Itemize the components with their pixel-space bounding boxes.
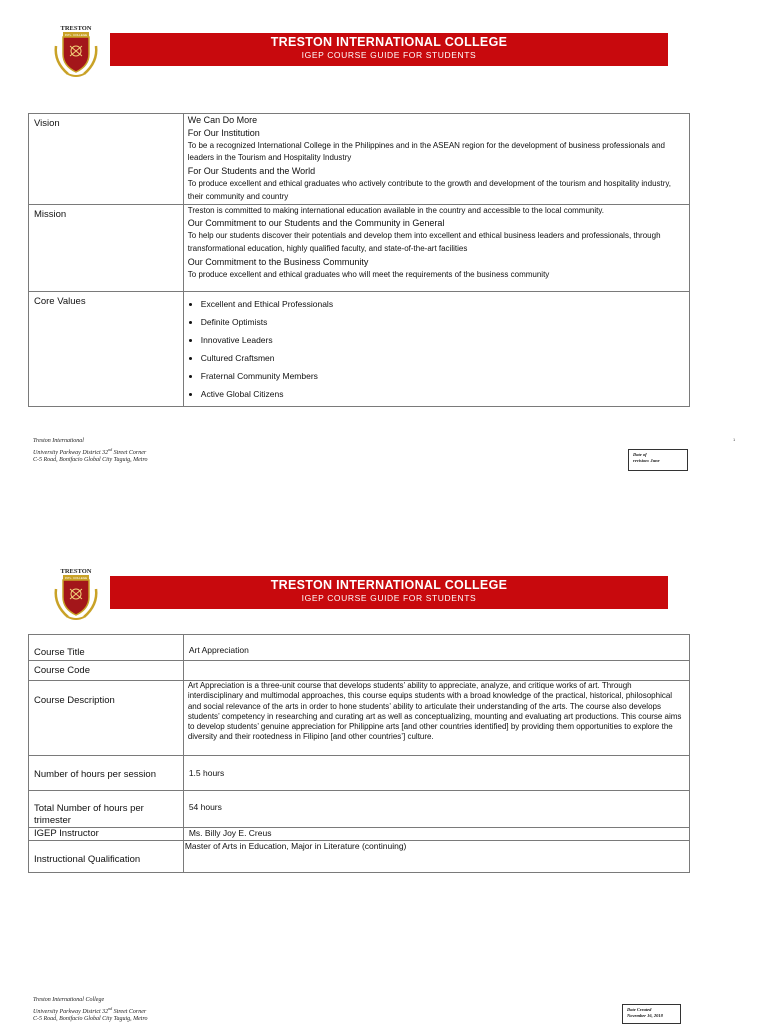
- logo-wordmark: TRESTON: [60, 25, 92, 32]
- vision-mission-table: [28, 113, 690, 407]
- logo-ribbon-text: INTL. COLLEGE: [64, 576, 88, 580]
- mission-statement: Treston is committed to making international education available in the country and accessible to the local community.: [187, 205, 604, 215]
- page-number: 1: [733, 437, 736, 442]
- revision-date-box: [628, 449, 688, 471]
- core-values-label: Core Values: [29, 291, 184, 406]
- date-value: November 16, 2018: [627, 1013, 663, 1018]
- qualification-label: Instructional Qualification: [29, 841, 184, 873]
- core-value-item: • Innovative Leaders: [201, 331, 689, 349]
- course-code-row: [29, 661, 690, 681]
- hours-per-session-label: Number of hours per session: [29, 756, 184, 791]
- logo-ribbon-text: INTL. COLLEGE: [64, 33, 88, 37]
- header-banner: [110, 33, 668, 66]
- guide-title: IGEP COURSE GUIDE FOR STUDENTS: [301, 50, 477, 60]
- document-page-2: [0, 520, 768, 1024]
- address-street-corner: Street Corner: [112, 1008, 147, 1015]
- date-label: Date of: [633, 452, 647, 457]
- vision-students-text: To produce excellent and ethical graduates who actively contribute to the growth and development of the tourism and hospitality industry, their community and country: [187, 178, 672, 201]
- college-crest-logo: [48, 24, 104, 80]
- college-name: TRESTON INTERNATIONAL COLLEGE: [270, 35, 508, 49]
- vision-subheading-institution: For Our Institution: [187, 127, 260, 138]
- qualification-row: [29, 841, 690, 873]
- footer-address: [33, 438, 148, 465]
- hours-per-session-row: [29, 756, 690, 791]
- address-line-2: [33, 1005, 148, 1017]
- core-value-item: • Cultured Craftsmen: [201, 349, 689, 367]
- core-values-content: [183, 291, 689, 406]
- core-value-item: • Active Global Citizens: [201, 385, 689, 403]
- course-title-row: [29, 635, 690, 661]
- mission-row: [29, 204, 690, 291]
- total-hours-value: 54 hours: [183, 791, 689, 828]
- vision-heading: We Can Do More: [187, 115, 258, 125]
- address-ordinal: nd: [108, 1005, 113, 1011]
- address-street: University Parkway District 32: [33, 449, 109, 456]
- hours-per-session-value: 1.5 hours: [183, 756, 689, 791]
- vision-institution-text: To be a recognized International College in the Philippines and in the ASEAN region for the development of business professionals and leaders in the Tourism and Hospitality Industry: [187, 140, 665, 163]
- core-value-item: • Fraternal Community Members: [201, 367, 689, 385]
- guide-title: IGEP COURSE GUIDE FOR STUDENTS: [301, 593, 477, 603]
- vision-subheading-students: For Our Students and the World: [187, 166, 316, 177]
- vision-label: Vision: [29, 114, 184, 205]
- college-crest-logo: [48, 567, 104, 623]
- footer-address: [33, 997, 148, 1024]
- course-code-label: Course Code: [29, 661, 184, 681]
- core-values-list: [184, 295, 689, 403]
- mission-subheading-students: Our Commitment to our Students and the Community in General: [187, 218, 445, 229]
- instructor-row: [29, 828, 690, 841]
- mission-content: [183, 204, 689, 291]
- address-line-1: Treston International College: [33, 997, 105, 1003]
- instructor-value: Ms. Billy Joy E. Creus: [183, 828, 689, 841]
- course-title-label: Course Title: [29, 635, 184, 661]
- course-description-row: [29, 681, 690, 756]
- date-label: Date Created: [627, 1007, 652, 1012]
- address-street-corner: Street Corner: [112, 449, 147, 456]
- mission-subheading-business: Our Commitment to the Business Community: [187, 256, 369, 267]
- qualification-value: Master of Arts in Education, Major in Literature (continuing): [183, 841, 689, 873]
- course-code-value: [183, 661, 689, 681]
- college-name: TRESTON INTERNATIONAL COLLEGE: [270, 578, 508, 592]
- address-line-3: C-5 Road, Bonifacio Global City Taguig, Metro: [33, 1016, 148, 1022]
- vision-row: [29, 114, 690, 205]
- mission-business-text: To produce excellent and ethical graduates who will meet the requirements of the business community: [187, 269, 550, 279]
- address-street: University Parkway District 32: [33, 1008, 109, 1015]
- course-title-value: Art Appreciation: [183, 635, 689, 661]
- mission-label: Mission: [29, 204, 184, 291]
- address-line-3: C-5 Road, Bonifacio Global City Taguig, Metro: [33, 457, 148, 463]
- vision-content: [183, 114, 689, 205]
- logo-wordmark: TRESTON: [60, 568, 92, 575]
- address-line-1: Treston International: [33, 438, 84, 444]
- mission-students-text: To help our students discover their potentials and develop them into excellent and ethical business leaders and professionals, through transformational education, highly qualified faculty, and state-of-the-art facilities: [187, 231, 661, 253]
- core-values-row: [29, 291, 690, 406]
- total-hours-row: [29, 791, 690, 828]
- instructor-label: IGEP Instructor: [29, 828, 184, 841]
- header-banner: [110, 576, 668, 609]
- total-hours-label: Total Number of hours per trimester: [29, 791, 184, 828]
- date-value: revision: June: [633, 458, 660, 463]
- address-line-2: [33, 446, 148, 458]
- date-created-box: [622, 1004, 681, 1024]
- course-description-label: Course Description: [29, 681, 184, 756]
- course-info-table: [28, 634, 690, 873]
- address-ordinal: nd: [108, 446, 113, 452]
- course-description-value: Art Appreciation is a three-unit course that develops students’ ability to appreciate, analyze, and critique works of art. Through interdisciplinary and multimodal approaches, this course equips students with a broad knowledge of the practical, historical, philosophical and social relevance of the arts in order to hone students’ ability to articulate their understanding of the arts. The course also develops students’ competency in researching and curating art as well as conceptualizing, mounting and evaluating art productions. This course aims to develop students’ genuine appreciation for Philippine arts [and other countries identified] by providing them opportunities to explore the diversity and their rootedness in Filipino [and other countries’] culture.: [183, 681, 689, 756]
- core-value-item: • Definite Optimists: [201, 313, 689, 331]
- core-value-item: • Excellent and Ethical Professionals: [201, 295, 689, 313]
